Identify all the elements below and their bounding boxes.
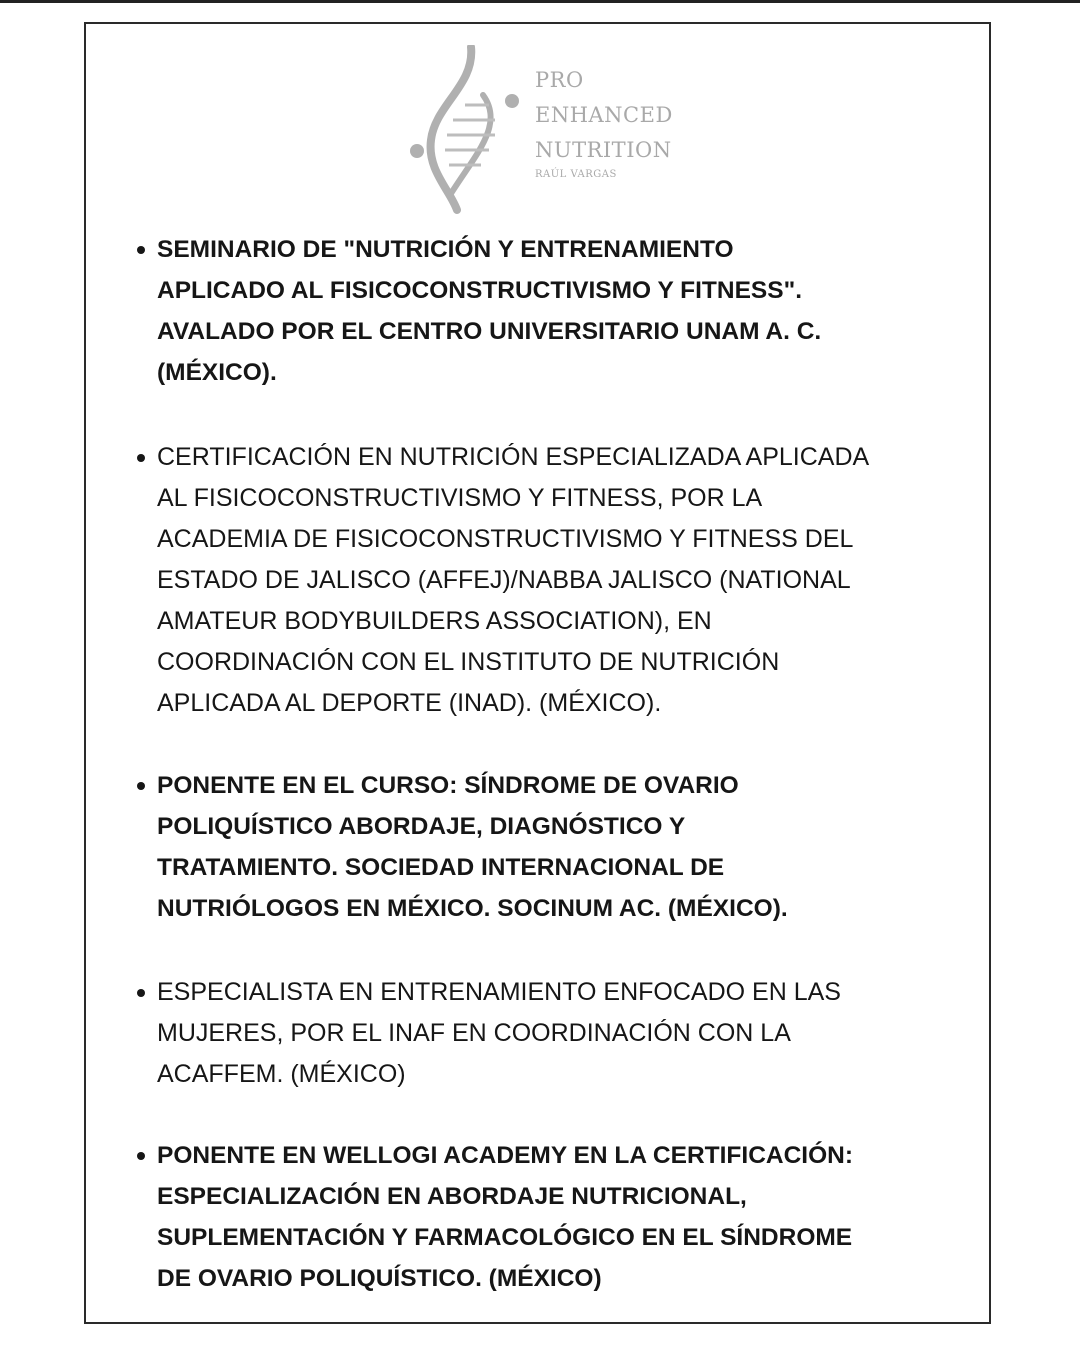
list-item-line: PONENTE EN EL CURSO: SÍNDROME DE OVARIO: [157, 772, 739, 799]
list-item-line: CERTIFICACIÓN EN NUTRICIÓN ESPECIALIZADA APLICADA: [157, 443, 870, 471]
list-item-line: TRATAMIENTO. SOCIEDAD INTERNACIONAL DE: [157, 854, 725, 881]
logo: [405, 45, 685, 215]
list-item-line: ACAFFEM. (MÉXICO): [157, 1060, 406, 1088]
dna-icon: [405, 45, 525, 215]
list-item-line: PONENTE EN WELLOGI ACADEMY EN LA CERTIFICACIÓN:: [157, 1142, 853, 1169]
list-item-line: MUJERES, POR EL INAF EN COORDINACIÓN CON LA: [157, 1019, 791, 1047]
list-item: [157, 972, 841, 1095]
list-item-line: AMATEUR BODYBUILDERS ASSOCIATION), EN: [157, 607, 712, 635]
list-item-line: ESTADO DE JALISCO (AFFEJ)/NABBA JALISCO (NATIONAL: [157, 566, 851, 594]
list-item-line: NUTRIÓLOGOS EN MÉXICO. SOCINUM AC. (MÉXICO).: [157, 895, 788, 922]
list-item-line: COORDINACIÓN CON EL INSTITUTO DE NUTRICIÓN: [157, 648, 780, 676]
logo-line: NUTRITION: [535, 138, 672, 162]
list-item-line: (MÉXICO).: [157, 359, 277, 386]
list-item-line: ESPECIALISTA EN ENTRENAMIENTO ENFOCADO EN LAS: [157, 978, 841, 1006]
list-item: [157, 229, 821, 393]
top-divider: [0, 0, 1080, 3]
logo-line: PRO: [535, 68, 584, 92]
list-item-line: AL FISICOCONSTRUCTIVISMO Y FITNESS, POR LA: [157, 484, 763, 512]
list-item-line: ACADEMIA DE FISICOCONSTRUCTIVISMO Y FITNESS DEL: [157, 525, 854, 553]
list-item-line: SEMINARIO DE "NUTRICIÓN Y ENTRENAMIENTO: [157, 236, 734, 263]
list-item-line: SUPLEMENTACIÓN Y FARMACOLÓGICO EN EL SÍNDROME: [157, 1224, 853, 1251]
list-item: [157, 765, 788, 929]
logo-wordmark: [535, 63, 673, 182]
logo-subtitle: RAÚL VARGAS: [535, 169, 617, 180]
list-item-line: APLICADO AL FISICOCONSTRUCTIVISMO Y FITNESS".: [157, 277, 803, 304]
list-item-line: AVALADO POR EL CENTRO UNIVERSITARIO UNAM A. C.: [157, 318, 822, 345]
list-item-line: ESPECIALIZACIÓN EN ABORDAJE NUTRICIONAL,: [157, 1183, 747, 1210]
list-item-line: POLIQUÍSTICO ABORDAJE, DIAGNÓSTICO Y: [157, 813, 686, 840]
list-item-line: APLICADA AL DEPORTE (INAD). (MÉXICO).: [157, 689, 662, 717]
list-item-line: DE OVARIO POLIQUÍSTICO. (MÉXICO): [157, 1265, 602, 1292]
list-item: [157, 1135, 853, 1299]
logo-line: ENHANCED: [535, 103, 673, 127]
list-item: [157, 437, 869, 724]
